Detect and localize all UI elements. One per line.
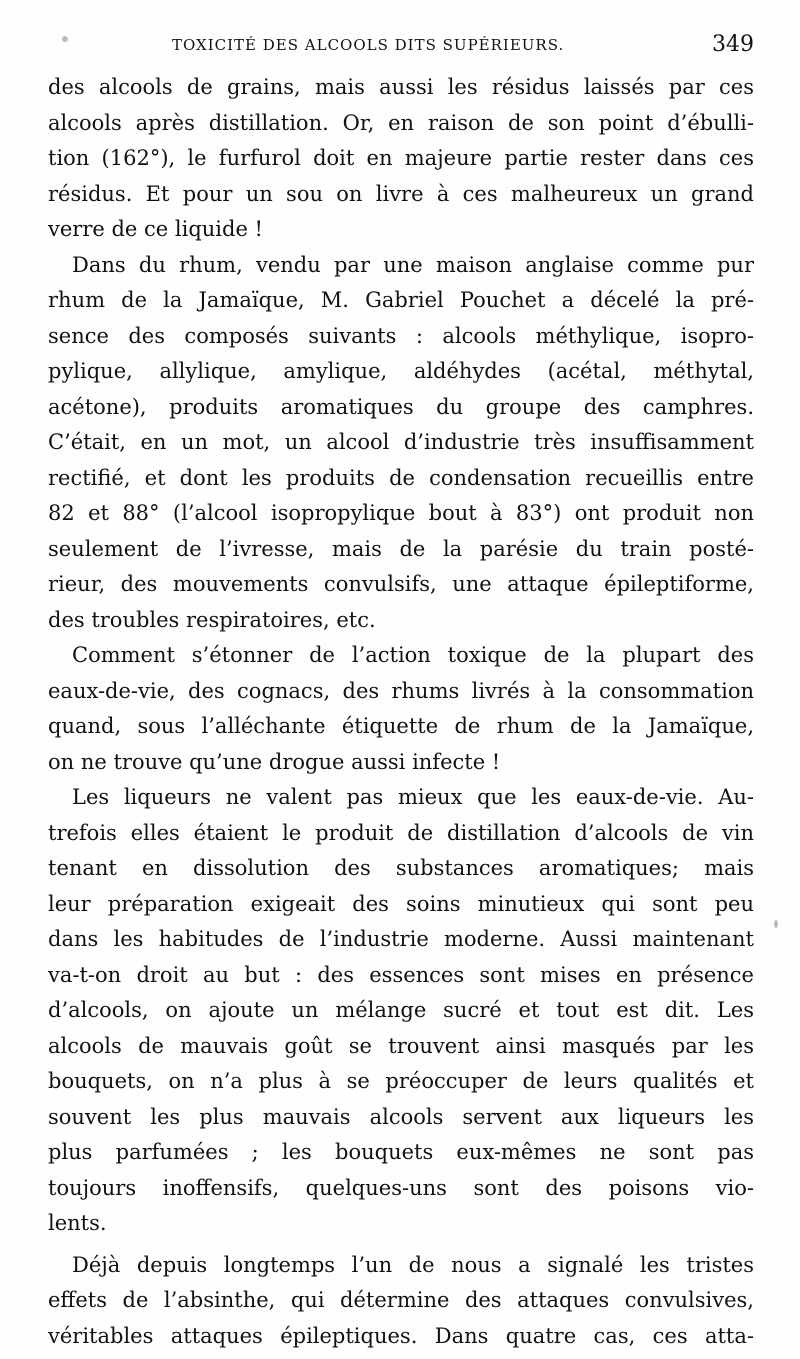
text-line: rhum de la Jamaïque, M. Gabriel Pouchet a décelé la pré- bbox=[48, 288, 754, 312]
paper-speck bbox=[62, 36, 68, 42]
text-line: rieur, des mouvements convulsifs, une attaque épileptiforme, bbox=[48, 572, 754, 596]
text-line: acétone), produits aromatiques du groupe des camphres. bbox=[48, 394, 754, 419]
body-text bbox=[48, 70, 754, 1354]
text-line: pylique, allylique, amylique, aldéhydes (acétal, méthytal, bbox=[48, 359, 754, 383]
text-line: alcools après distillation. Or, en raison de son point d’ébulli- bbox=[48, 110, 754, 135]
text-line: d’alcools, on ajoute un mélange sucré et tout est dit. Les bbox=[48, 998, 754, 1022]
text-line: quand, sous l’alléchante étiquette de rhum de la Jamaïque, bbox=[48, 714, 754, 738]
text-line: bouquets, on n’a plus à se préoccuper de leurs qualités et bbox=[48, 1069, 754, 1093]
text-line: sence des composés suivants : alcools méthylique, isopro- bbox=[48, 323, 754, 348]
text-line: seulement de l’ivresse, mais de la parésie du train posté- bbox=[48, 536, 754, 561]
text-line: Déjà depuis longtemps l’un de nous a signalé les tristes bbox=[72, 1252, 754, 1277]
text-line: résidus. Et pour un sou on livre à ces malheureux un grand bbox=[48, 181, 754, 206]
text-line: verre de ce liquide ! bbox=[48, 217, 263, 241]
paragraph bbox=[48, 638, 754, 780]
text-line: plus parfumées ; les bouquets eux-mêmes ne sont pas bbox=[48, 1140, 754, 1164]
text-line: tion (162°), le furfurol doit en majeure partie rester dans ces bbox=[48, 146, 754, 170]
text-line: C’était, en un mot, un alcool d’industrie très insuffisamment bbox=[48, 430, 754, 454]
text-line: Les liqueurs ne valent pas mieux que les eaux-de-vie. Au- bbox=[72, 785, 754, 809]
page-header bbox=[48, 32, 754, 64]
text-line: souvent les plus mauvais alcools servent aux liqueurs les bbox=[48, 1104, 754, 1129]
text-line: véritables attaques épileptiques. Dans quatre cas, ces atta- bbox=[48, 1323, 754, 1348]
text-line: effets de l’absinthe, qui détermine des attaques convulsives, bbox=[48, 1288, 754, 1312]
text-line: Comment s’étonner de l’action toxique de la plupart des bbox=[72, 643, 754, 667]
text-line: trefois elles étaient le produit de distillation d’alcools de vin bbox=[48, 820, 754, 845]
text-line: lents. bbox=[48, 1211, 107, 1235]
running-head: TOXICITÉ DES ALCOOLS DITS SUPÉRIEURS. bbox=[172, 36, 565, 54]
paragraph bbox=[48, 780, 754, 1242]
text-line: alcools de mauvais goût se trouvent ainsi masqués par les bbox=[48, 1033, 754, 1058]
text-line: toujours inoffensifs, quelques-uns sont des poisons vio- bbox=[48, 1175, 754, 1200]
text-line: rectifié, et dont les produits de condensation recueillis entre bbox=[48, 465, 754, 490]
text-line: tenant en dissolution des substances aromatiques; mais bbox=[48, 856, 754, 880]
paper-speck bbox=[774, 920, 778, 928]
paragraph bbox=[48, 1248, 754, 1355]
text-line: des alcools de grains, mais aussi les résidus laissés par ces bbox=[48, 75, 754, 99]
text-line: des troubles respiratoires, etc. bbox=[48, 607, 376, 632]
paragraph bbox=[48, 70, 754, 248]
text-line: Dans du rhum, vendu par une maison anglaise comme pur bbox=[72, 252, 754, 277]
text-line: on ne trouve qu’une drogue aussi infecte ! bbox=[48, 749, 501, 774]
text-line: eaux-de-vie, des cognacs, des rhums livrés à la consommation bbox=[48, 678, 754, 703]
text-line: 82 et 88° (l’alcool isopropylique bout à 83°) ont produit non bbox=[48, 501, 754, 525]
text-line: leur préparation exigeait des soins minutieux qui sont peu bbox=[48, 891, 754, 916]
page-number: 349 bbox=[712, 32, 754, 57]
paragraph bbox=[48, 248, 754, 639]
text-line: va-t-on droit au but : des essences sont mises en présence bbox=[48, 962, 754, 987]
text-line: dans les habitudes de l’industrie moderne. Aussi maintenant bbox=[48, 927, 754, 951]
